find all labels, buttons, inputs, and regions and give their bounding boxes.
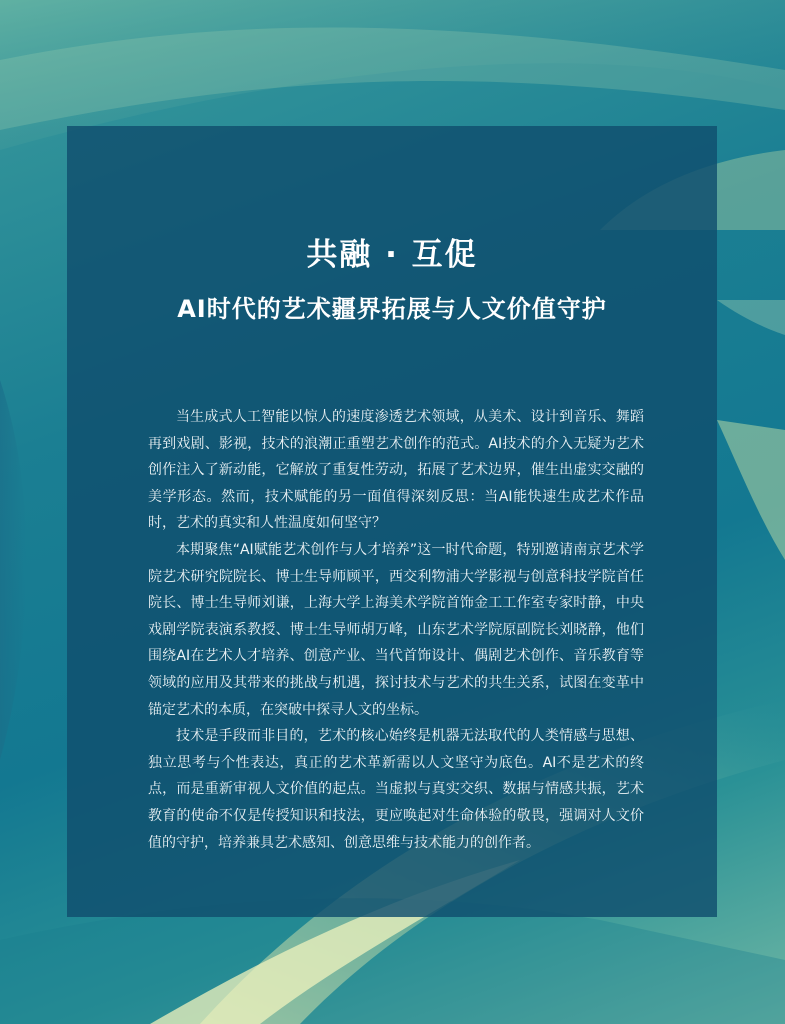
paragraph-2: 本期聚焦“AI赋能艺术创作与人才培养”这一时代命题，特别邀请南京艺术学院艺术研究院院长、博士生导师顾平，西交利物浦大学影视与创意科技学院首任院长、博士生导师刘谦，上海大学上海美术学院首饰金工工作室专家时静，中央戏剧学院表演系教授、博士生导师胡万峰，山东艺术学院原副院长刘晓静，他们围绕AI在艺术人才培养、创意产业、当代首饰设计、偶剧艺术创作、音乐教育等领域的应用及其带来的挑战与机遇，探讨技术与艺术的共生关系，试图在变革中锚定艺术的本质，在突破中探寻人文的坐标。 [148,541,644,718]
article-body [148,404,644,856]
page-title: 共融 · 互促 [306,237,478,273]
content-panel [67,126,717,917]
page-subtitle: AI时代的艺术疆界拓展与人文价值守护 [177,295,607,323]
paragraph-1: 当生成式人工智能以惊人的速度渗透艺术领域，从美术、设计到音乐、舞蹈再到戏剧、影视，技术的浪潮正重塑艺术创作的范式。AI技术的介入无疑为艺术创作注入了新动能，它解放了重复性劳动，拓展了艺术边界，催生出虚实交融的美学形态。然而，技术赋能的另一面值得深刻反思：当AI能快速生成艺术作品时，艺术的真实和人性温度如何坚守？ [148,409,644,532]
paragraph-3: 技术是手段而非目的，艺术的核心始终是机器无法取代的人类情感与思想、独立思考与个性表达，真正的艺术革新需以人文坚守为底色。AI不是艺术的终点，而是重新审视人文价值的起点。当虚拟与真实交织、数据与情感共振，艺术教育的使命不仅是传授知识和技法，更应唤起对生命体验的敬畏，强调对人文价值的守护，培养兼具艺术感知、创意思维与技术能力的创作者。 [148,728,644,851]
